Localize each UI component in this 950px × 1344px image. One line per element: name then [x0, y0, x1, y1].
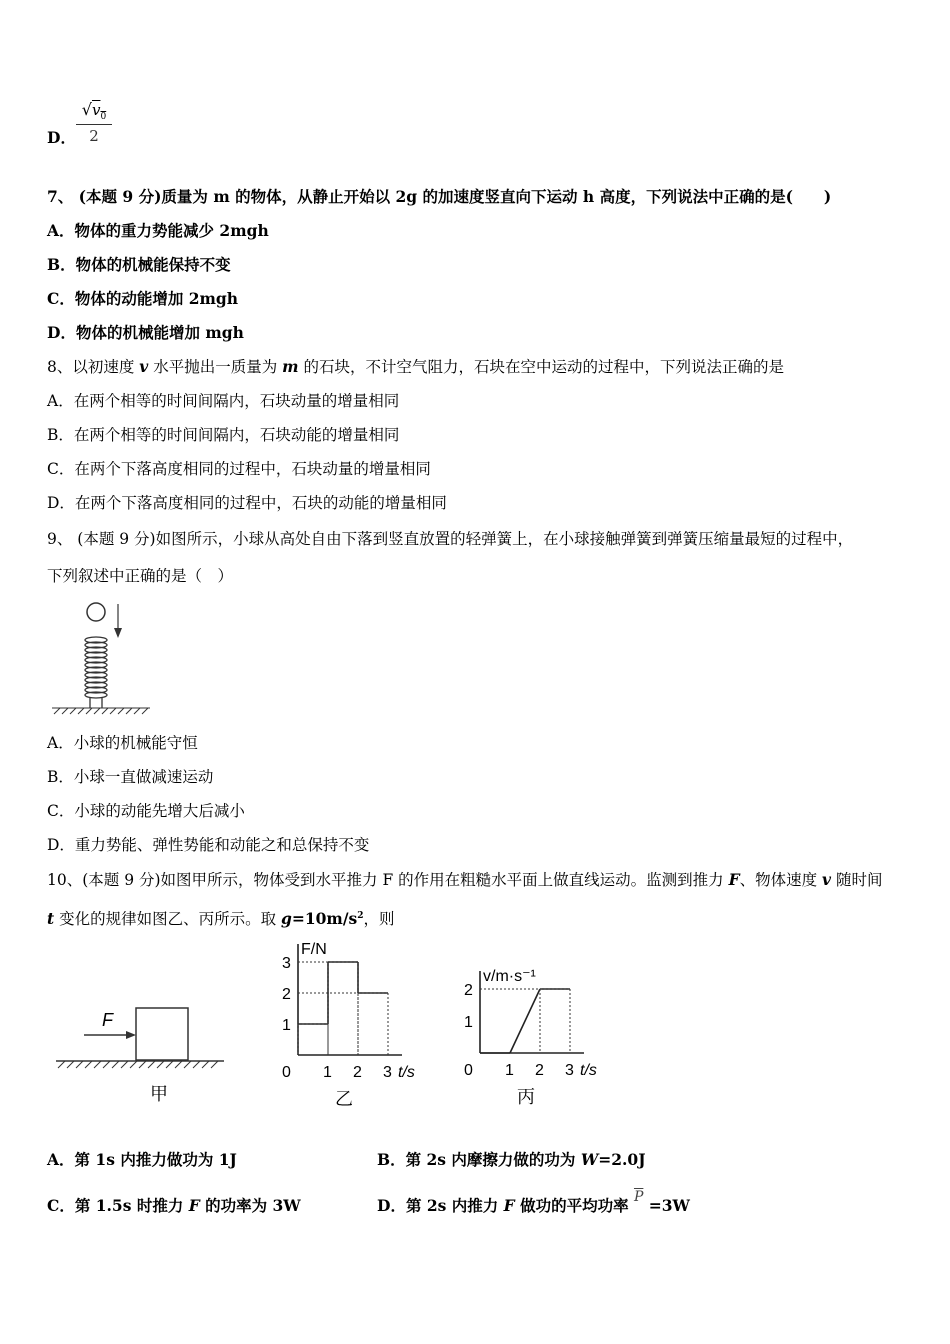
q6-option-d-label: D．	[47, 128, 76, 147]
y-axis-label: v/m·s⁻¹	[483, 968, 536, 985]
y-tick-label: 1	[282, 1017, 291, 1034]
fraction-denominator: 2	[89, 127, 99, 145]
q8-stem: 8、以初速度 v 水平抛出一质量为 m 的石块，不计空气阻力，石块在空中运动的过程中，下列说法正确的是	[47, 357, 785, 376]
chart-force-time	[278, 938, 438, 1108]
spring-coil	[85, 637, 107, 708]
series-segment	[510, 989, 540, 1053]
ball	[87, 603, 105, 621]
ground-hatch	[56, 1061, 224, 1068]
q6-option-d-fraction	[76, 100, 112, 145]
y-tick-label: 1	[464, 1014, 473, 1031]
x-axis-label: t/s	[398, 1064, 415, 1081]
origin-label: 0	[282, 1064, 291, 1081]
q7-option-c: C．物体的动能增加 2mgh	[47, 289, 239, 308]
q9-option-b: B．小球一直做减速运动	[47, 768, 214, 786]
q10-option-d: D．第 2s 内推力 F 做功的平均功率 $\overline{P} =3W$	[377, 1189, 690, 1215]
q9-option-d: D．重力势能、弹性势能和动能之和总保持不变	[47, 836, 370, 854]
ground-hatch	[52, 708, 150, 714]
chart-velocity-time	[458, 938, 623, 1116]
chart-caption: 乙	[335, 1089, 353, 1108]
origin-label: 0	[464, 1062, 473, 1079]
block	[136, 1008, 188, 1060]
x-tick-label: 2	[535, 1062, 544, 1079]
y-tick-label: 2	[282, 986, 291, 1003]
down-arrow-icon	[114, 604, 122, 638]
q10-option-b: B．第 2s 内摩擦力做的功为 W=2.0J	[377, 1150, 646, 1169]
q10-stem-line1: 10、(本题 9 分)如图甲所示，物体受到水平推力 F 的作用在粗糙水平面上做直线运动。监测到推力 F、物体速度 v 随时间	[47, 870, 883, 889]
figure-jia	[52, 998, 232, 1108]
y-tick-label: 3	[282, 955, 291, 972]
q7-option-b: B．物体的机械能保持不变	[47, 255, 231, 274]
force-arrow-icon	[84, 1031, 136, 1039]
figure-jia-caption: 甲	[150, 1084, 168, 1104]
q9-option-a: A．小球的机械能守恒	[47, 734, 198, 752]
q7-option-a: A．物体的重力势能减少 2mgh	[47, 221, 269, 240]
x-tick-label: 2	[353, 1064, 362, 1081]
x-tick-label: 1	[323, 1064, 332, 1081]
q9-option-c: C．小球的动能先增大后减小	[47, 802, 245, 820]
q10-stem-line2: t 变化的规律如图乙、丙所示。取 $g=10m/s^2$，则	[47, 909, 395, 929]
q10-option-a: A．第 1s 内推力做功为 1J	[47, 1150, 237, 1169]
q9-stem-line1: 9、 (本题 9 分)如图所示，小球从高处自由下落到竖直放置的轻弹簧上，在小球接触弹簧到弹簧压缩量最短的过程中，	[47, 530, 854, 548]
q7-stem: 7、 (本题 9 分)质量为 m 的物体，从静止开始以 2g 的加速度竖直向下运动 h 高度，下列说法中正确的是( )	[47, 187, 832, 206]
q8-option-b: B．在两个相等的时间间隔内，石块动能的增量相同	[47, 426, 400, 444]
chart-caption: 丙	[517, 1087, 535, 1107]
force-label: F	[102, 1010, 113, 1030]
q10-option-c: C．第 1.5s 时推力 F 的功率为 3W	[47, 1196, 301, 1215]
q8-option-c: C．在两个下落高度相同的过程中，石块动量的增量相同	[47, 460, 431, 478]
x-tick-label: 3	[383, 1064, 392, 1081]
q8-option-a: A．在两个相等的时间间隔内，石块动量的增量相同	[47, 392, 400, 410]
q7-option-d: D．物体的机械能增加 mgh	[47, 323, 244, 342]
spring-ball-figure	[48, 598, 158, 718]
q9-stem-line2: 下列叙述中正确的是（ ）	[47, 567, 234, 585]
x-tick-label: 1	[505, 1062, 514, 1079]
x-axis-label: t/s	[580, 1062, 597, 1079]
y-axis-label: F/N	[301, 941, 327, 958]
q8-option-d: D．在两个下落高度相同的过程中，石块的动能的增量相同	[47, 494, 447, 512]
fraction-numerator: $√v_0$	[76, 100, 112, 125]
x-tick-label: 3	[565, 1062, 574, 1079]
y-tick-label: 2	[464, 982, 473, 999]
